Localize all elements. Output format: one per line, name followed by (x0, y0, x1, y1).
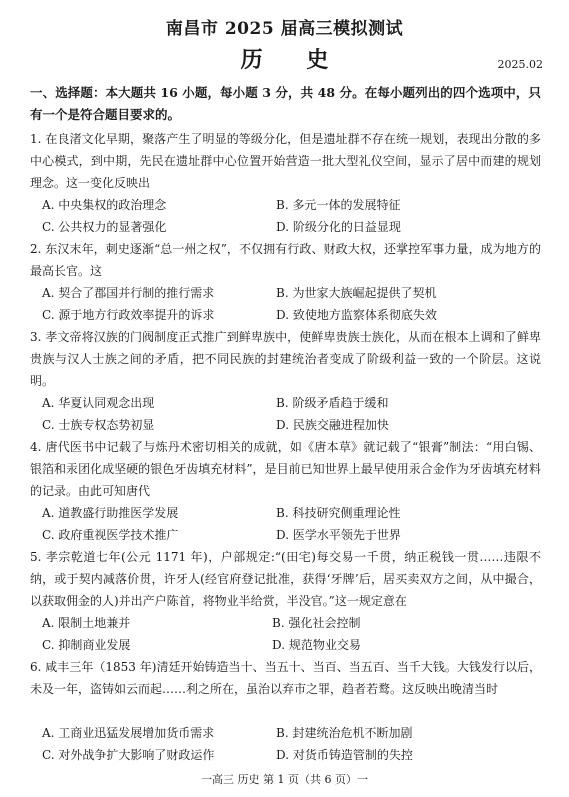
question-4-stem: 4. 唐代医书中记载了与炼丹术密切相关的成就，如《唐本草》就记载了“银膏”制法：“用白锡、银箔和汞团化成坚硬的银色牙齿填充材料”，是目前已知世界上最早使用汞合金作为牙齿填充材料的记录。由此可知唐代 (30, 440, 541, 498)
question-1-option-c: C. 公共权力的显著强化 (42, 220, 167, 234)
question-2-option-b: B. 为世家大族崛起提供了契机 (276, 286, 437, 300)
question-5-option-c: C. 抑制商业发展 (42, 638, 131, 652)
exam-date: 2025.02 (497, 58, 543, 71)
question-2-option-c: C. 源于地方行政效率提升的诉求 (42, 308, 215, 322)
question-4-option-b: B. 科技研究侧重理论性 (276, 506, 401, 520)
question-5-option-a: A. 限制土地兼并 (42, 616, 131, 630)
question-3-option-c: C. 士族专权态势初显 (42, 418, 155, 432)
question-2-stem: 2. 东汉末年，刺史逐渐“总一州之权”，不仅拥有行政、财政大权，还掌控军事力量，成为地方的最高长官。这 (30, 242, 541, 278)
question-5-stem: 5. 孝宗乾道七年(公元 1171 年)，户部规定:“(田宅)每交易一千贯，纳正税钱一贯……违限不纳，或于契内减落价贯，许牙人(经官府登记批准，获得‘牙牌’后，居买卖双方之间，从中撮合，以获取佣金的人)并出产户陈首，将物业半给赏，半没官。”这一规定意在 (30, 550, 541, 608)
question-1-option-b: B. 多元一体的发展特征 (276, 198, 401, 212)
section-instructions: 一、选择题：本大题共 16 小题，每小题 3 分，共 48 分。在每小题列出的四个选项中，只有一个是符合题目要求的。 (30, 85, 541, 122)
question-4-option-c: C. 政府重视医学技术推广 (42, 528, 179, 542)
question-6-stem: 6. 咸丰三年（1853 年)清廷开始铸造当十、当五十、当百、当五百、当千大钱。大钱发行以后，未及一年，盗铸如云而起……利之所在，虽治以弃市之罪，趋者若鹜。这反映出晚清当时 (30, 660, 541, 696)
question-2-option-d: D. 致使地方监察体系彻底失效 (276, 308, 437, 322)
question-6-option-d: D. 对货币铸造管制的失控 (276, 748, 413, 762)
question-2-option-a: A. 契合了郡国并行制的推行需求 (42, 286, 215, 300)
question-4-option-d: D. 医学水平领先于世界 (276, 528, 401, 542)
question-4-option-a: A. 道教盛行助推医学发展 (42, 506, 179, 520)
question-1-stem: 1. 在良渚文化早期，聚落产生了明显的等级分化，但是遗址群不存在统一规划，表现出分散的多中心模式，到中期，先民在遗址群中心位置开始营造一批大型礼仪空间，显示了居中而建的规划理念。这一变化反映出 (30, 132, 541, 190)
question-1-option-a: A. 中央集权的政治理念 (42, 198, 167, 212)
question-3-option-b: B. 阶级矛盾趋于缓和 (276, 396, 389, 410)
question-3-option-a: A. 华夏认同观念出现 (42, 396, 155, 410)
question-5-option-d: D. 规范物业交易 (272, 638, 361, 652)
question-6-option-a: A. 工商业迅猛发展增加货币需求 (42, 726, 215, 740)
subject-title: 历 史 (240, 47, 347, 73)
exam-title: 南昌市 2025 届高三模拟测试 (165, 19, 404, 39)
question-3-stem: 3. 孝文帝将汉族的门阀制度正式推广到鲜卑族中，使鲜卑贵族士族化，从而在根本上调和了鲜卑贵族与汉人士族之间的矛盾，把不同民族的封建统治者变成了阶级利益一致的一个阶层。这说明。 (30, 330, 541, 388)
question-6-option-b: B. 封建统治危机不断加剧 (276, 726, 413, 740)
question-6-option-c: C. 对外战争扩大影响了财政运作 (42, 748, 215, 762)
question-1-option-d: D. 阶级分化的日益显现 (276, 220, 401, 234)
question-3-option-d: D. 民族交融进程加快 (276, 418, 389, 432)
page-footer: 一高三 历史 第 1 页（共 6 页）一 (201, 773, 368, 786)
question-5-option-b: B. 强化社会控制 (272, 616, 361, 630)
